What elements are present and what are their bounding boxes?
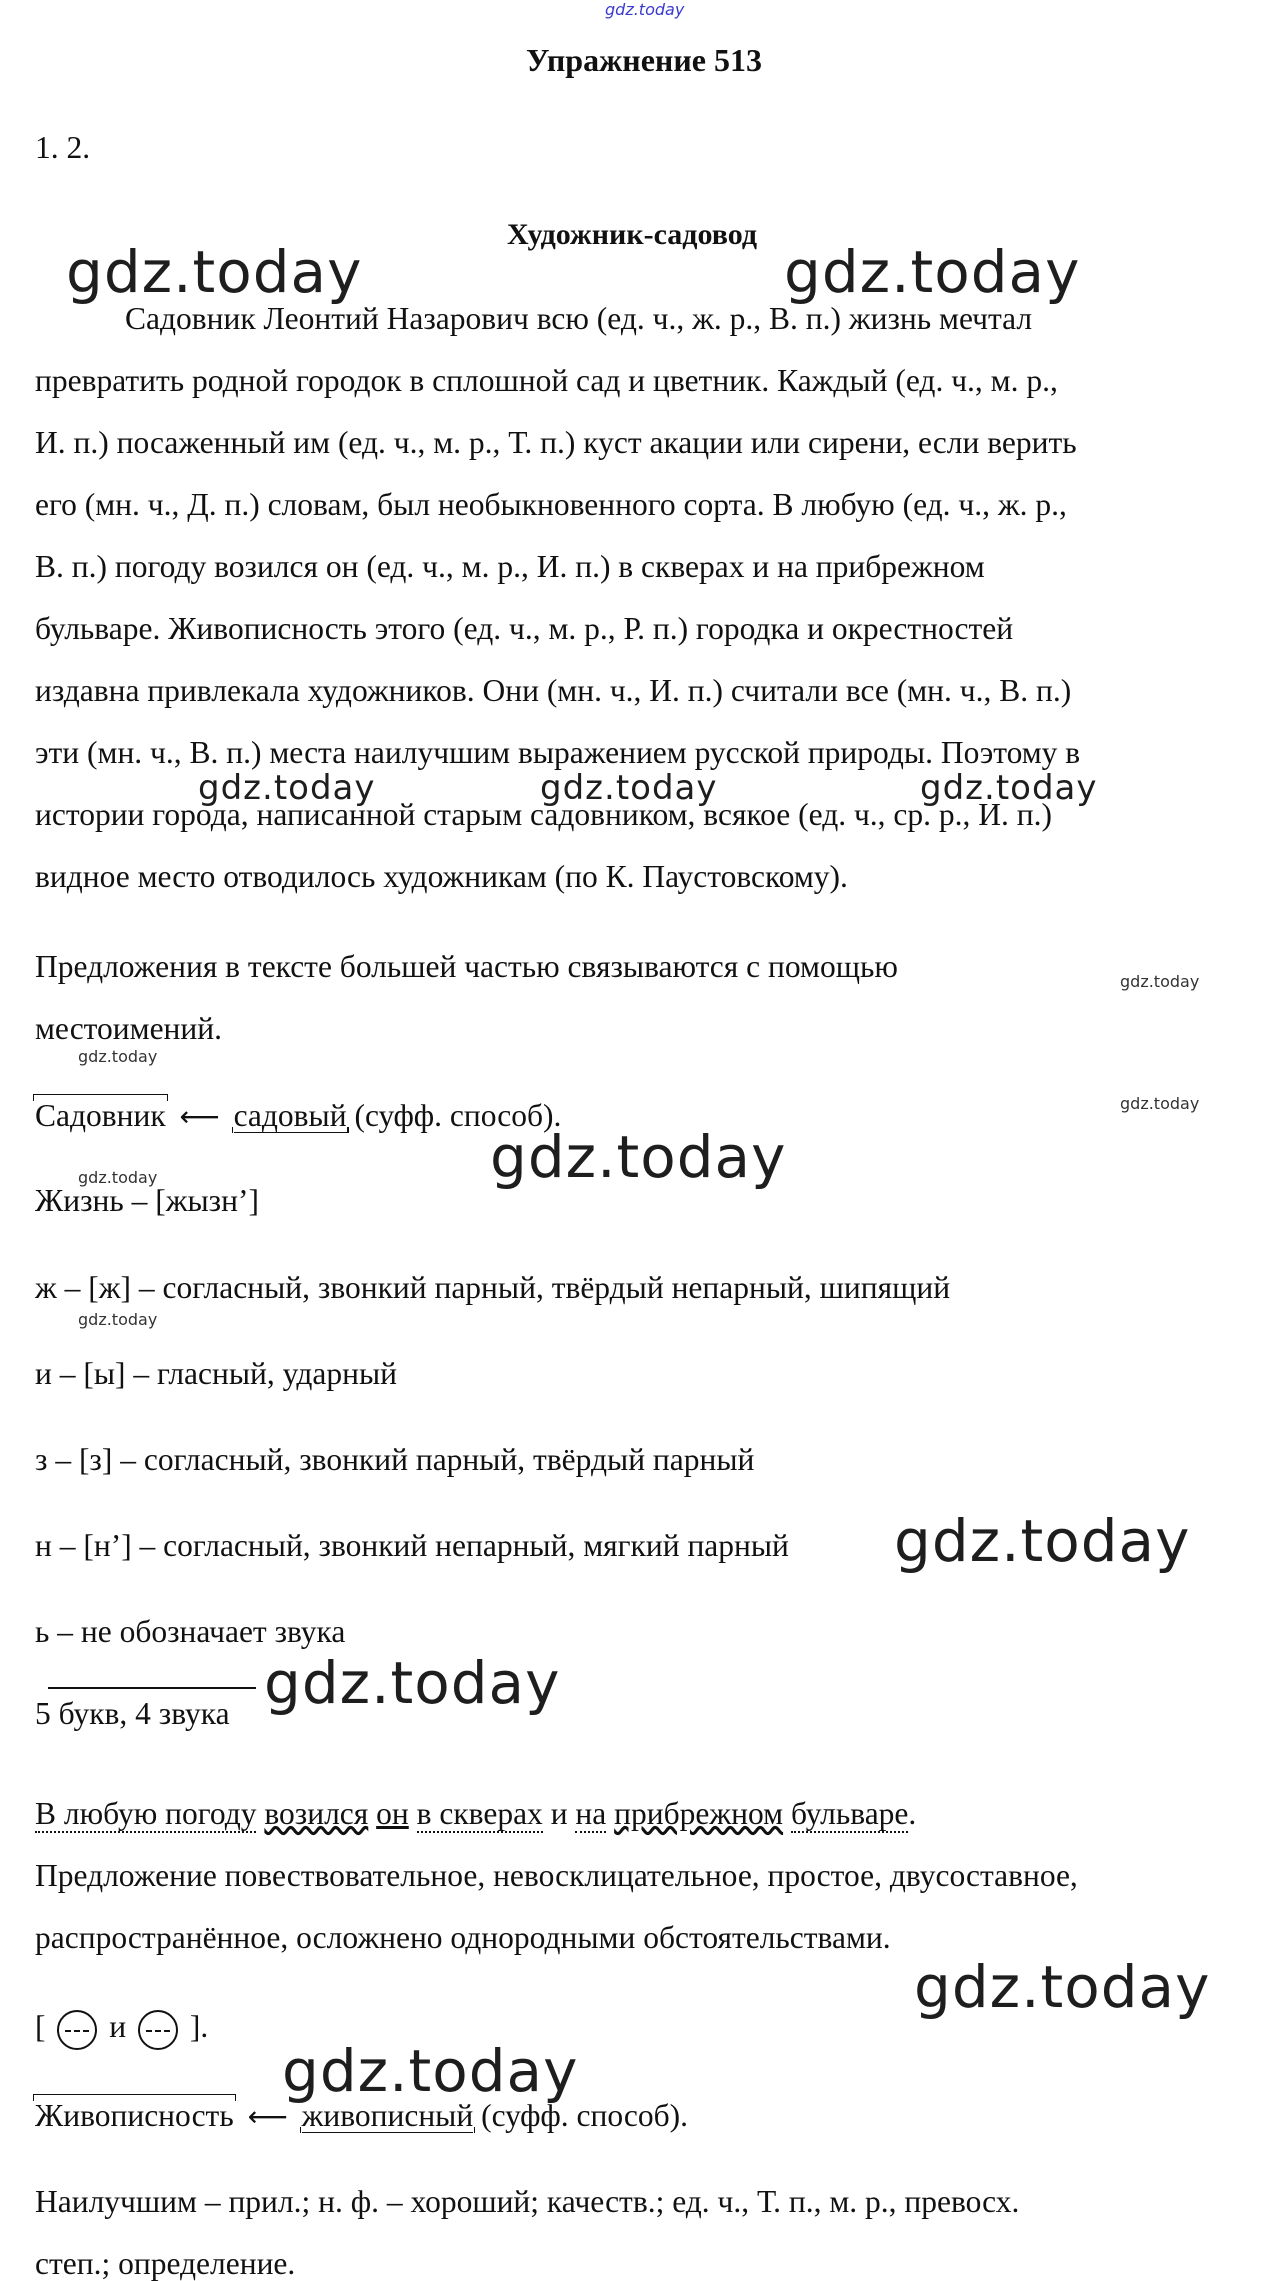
task-numbers: 1. 2. — [35, 130, 91, 165]
watermark: gdz.today — [490, 1123, 787, 1191]
source-word: садовый — [233, 1098, 347, 1133]
morph-line: степ.; определение. — [35, 2246, 296, 2281]
derivation-note: (суфф. способ). — [354, 1098, 562, 1133]
paragraph-line: его (мн. ч., Д. п.) словам, был необыкновенного сорта. В любую (ед. ч., ж. р., — [35, 487, 1067, 522]
phonetic-row: и – [ы] – гласный, ударный — [35, 1356, 398, 1391]
sentence-part: он — [376, 1796, 409, 1831]
watermark: gdz.today — [78, 1310, 158, 1329]
paragraph-line: бульваре. Живописность этого (ед. ч., м. р., Р. п.) городка и окрестностей — [35, 611, 1014, 646]
derivation-note: (суфф. способ). — [481, 2098, 688, 2133]
morph-line: Наилучшим – прил.; н. ф. – хороший; качеств.; ед. ч., Т. п., м. р., превосх. — [35, 2184, 1020, 2219]
sentence-part: возился — [264, 1796, 369, 1831]
watermark: gdz.today — [914, 1953, 1211, 2021]
watermark: gdz.today — [920, 768, 1098, 808]
phonetic-word: Жизнь – [жызн’] — [35, 1183, 259, 1218]
analyzed-sentence — [35, 1798, 916, 1830]
page-title: Упражнение 513 — [525, 42, 762, 78]
derived-word-text: Живописность — [35, 2098, 234, 2133]
derivation-row-1 — [35, 1100, 561, 1133]
sentence-part: бульваре — [790, 1796, 909, 1831]
watermark: gdz.today — [894, 1507, 1191, 1575]
paragraph-line: видное место отводилось художникам (по К. Паустовскому). — [35, 859, 848, 894]
watermark: gdz.today — [540, 768, 718, 808]
phonetic-row: ж – [ж] – согласный, звонкий парный, твёрдый непарный, шипящий — [35, 1270, 951, 1305]
paragraph-line: эти (мн. ч., В. п.) места наилучшим выражением русской природы. Поэтому в — [35, 735, 1081, 770]
sentence-description-line: Предложение повествовательное, невосклицательное, простое, двусоставное, — [35, 1858, 1078, 1893]
phonetic-row: н – [н’] – согласный, звонкий непарный, мягкий парный — [35, 1528, 789, 1563]
phonetic-summary: 5 букв, 4 звука — [35, 1696, 230, 1731]
watermark: gdz.today — [1120, 972, 1200, 991]
watermark: gdz.today — [66, 238, 363, 306]
sentence-part: и — [550, 1796, 568, 1831]
derived-word-text: Садовник — [35, 1098, 166, 1133]
scheme-open-bracket: [ — [35, 2009, 46, 2045]
paragraph-line: издавна привлекала художников. Они (мн. ч., И. п.) считали все (мн. ч., В. п.) — [35, 673, 1072, 708]
left-arrow-icon: ⟵ — [247, 2100, 288, 2133]
sentence-part: прибрежном — [614, 1796, 784, 1831]
sentence-scheme — [35, 2010, 208, 2050]
sentence-part: в скверах — [416, 1796, 543, 1831]
scheme-and: и — [109, 2009, 127, 2045]
watermark: gdz.today — [784, 238, 1081, 306]
divider — [48, 1687, 256, 1689]
sentence-description-line: распространённое, осложнено однородными обстоятельствами. — [35, 1920, 891, 1955]
circle-dashed-icon — [138, 2010, 178, 2050]
circle-dashed-icon — [57, 2010, 97, 2050]
text-title: Художник-садовод — [506, 218, 758, 251]
paragraph-line: истории города, написанной старым садовником, всякое (ед. ч., ср. р., И. п.) — [35, 797, 1053, 832]
sentence-part: на — [575, 1796, 607, 1831]
watermark-top: gdz.today — [605, 0, 685, 19]
watermark: gdz.today — [282, 2037, 579, 2105]
source-word: живописный — [301, 2098, 474, 2133]
derived-word — [35, 1100, 166, 1132]
scheme-close-bracket: ]. — [189, 2009, 209, 2045]
paragraph-line: Садовник Леонтий Назарович всю (ед. ч., ж. р., В. п.) жизнь мечтал — [125, 301, 1033, 336]
watermark: gdz.today — [198, 768, 376, 808]
phonetic-row: ь – не обозначает звука — [35, 1614, 346, 1649]
link-note-line: местоимений. — [35, 1011, 223, 1046]
derived-word — [35, 2100, 234, 2132]
sentence-part: . — [908, 1796, 917, 1831]
link-note-line: Предложения в тексте большей частью связываются с помощью — [35, 949, 898, 984]
paragraph-line: В. п.) погоду возился он (ед. ч., м. р., И. п.) в скверах и на прибрежном — [35, 549, 985, 584]
left-arrow-icon: ⟵ — [179, 1100, 220, 1133]
phonetic-row: з – [з] – согласный, звонкий парный, твёрдый парный — [35, 1442, 755, 1477]
sentence-part: В любую погоду — [35, 1796, 257, 1831]
watermark: gdz.today — [1120, 1094, 1200, 1113]
paragraph-line: И. п.) посаженный им (ед. ч., м. р., Т. п.) куст акации или сирени, если верить — [35, 425, 1077, 460]
watermark: gdz.today — [78, 1168, 158, 1187]
watermark: gdz.today — [264, 1649, 561, 1717]
watermark: gdz.today — [78, 1047, 158, 1066]
paragraph-line: превратить родной городок в сплошной сад и цветник. Каждый (ед. ч., м. р., — [35, 363, 1058, 398]
